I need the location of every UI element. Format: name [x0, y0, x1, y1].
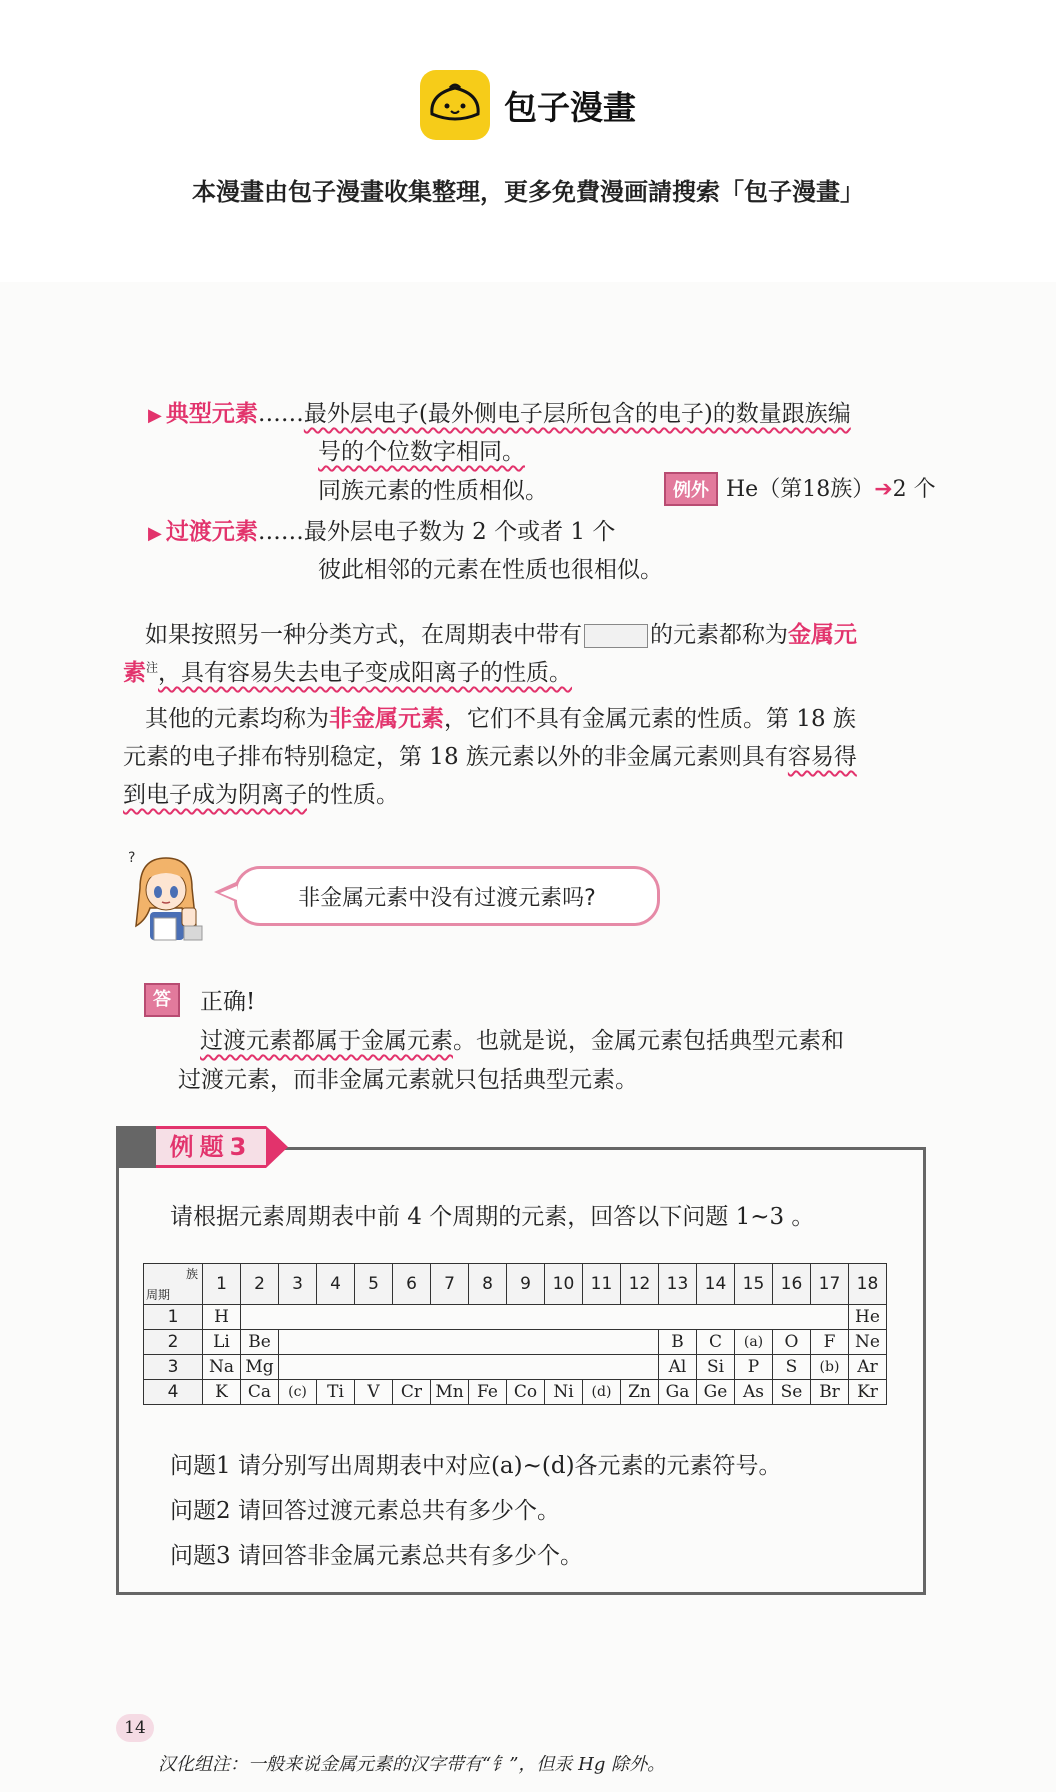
translation-note: 汉化组注：一般来说金属元素的汉字带有“钅”，但汞 Hg 除外。	[158, 1754, 666, 1775]
element-cell: Li	[203, 1330, 241, 1355]
element-cell: Mg	[241, 1355, 279, 1380]
element-cell: (b)	[811, 1355, 849, 1380]
group-header: 5	[355, 1264, 393, 1305]
group-header: 9	[507, 1264, 545, 1305]
periodic-table	[143, 1263, 887, 1405]
transition-line-2: 彼此相邻的元素在性质也很相似。	[318, 557, 663, 583]
typical-line-1	[148, 395, 851, 428]
group-header: 11	[583, 1264, 621, 1305]
transition-dots: ……	[257, 519, 304, 545]
question-3: 问题3 请回答非金属元素总共有多少个。	[170, 1543, 583, 1569]
empty-cell	[355, 1355, 393, 1380]
element-cell: S	[773, 1355, 811, 1380]
element-cell: F	[811, 1330, 849, 1355]
exception-text: He（第18族）	[726, 477, 875, 502]
typical-line-2	[318, 433, 525, 466]
para2-text-f: 的性质。	[307, 782, 399, 808]
triangle-bullet-icon: ▶	[148, 523, 162, 544]
table-corner	[144, 1264, 203, 1305]
table-row	[144, 1380, 887, 1405]
arrow-right-icon: ➔	[874, 477, 893, 502]
empty-cell	[659, 1305, 697, 1330]
element-cell: As	[735, 1380, 773, 1405]
corner-period-label: 周期	[146, 1288, 171, 1302]
site-header	[0, 0, 1056, 282]
element-cell: Cr	[393, 1380, 431, 1405]
empty-cell	[431, 1330, 469, 1355]
element-cell: H	[203, 1305, 241, 1330]
empty-cell	[393, 1330, 431, 1355]
metal-term: 金属元	[788, 622, 857, 648]
para2-line-3	[123, 776, 399, 809]
empty-cell	[355, 1305, 393, 1330]
bun-logo-icon	[420, 70, 490, 140]
answer-text-a: 过渡元素都属于金属元素	[200, 1028, 453, 1054]
empty-cell	[393, 1305, 431, 1330]
logo[interactable]	[420, 70, 636, 140]
para2-text-b: ，它们不具有金属元素的性质。第 18 族	[444, 706, 856, 732]
empty-cell	[811, 1305, 849, 1330]
empty-cell	[583, 1330, 621, 1355]
element-cell: P	[735, 1355, 773, 1380]
empty-cell	[621, 1330, 659, 1355]
group-header: 16	[773, 1264, 811, 1305]
answer-line-2: 过渡元素，而非金属元素就只包括典型元素。	[178, 1067, 638, 1093]
element-cell: He	[849, 1305, 887, 1330]
empty-cell	[393, 1355, 431, 1380]
transition-line-1	[148, 513, 615, 546]
element-cell: V	[355, 1380, 393, 1405]
empty-cell	[583, 1305, 621, 1330]
group-header: 17	[811, 1264, 849, 1305]
element-cell: Kr	[849, 1380, 887, 1405]
example-title: 例题3	[156, 1126, 266, 1168]
tagline: 本漫畫由包子漫畫收集整理，更多免費漫画請搜索「包子漫畫」	[192, 178, 864, 206]
typical-line-3: 同族元素的性质相似。	[318, 478, 548, 504]
empty-cell	[431, 1305, 469, 1330]
group-header: 14	[697, 1264, 735, 1305]
typical-term: 典型元素	[165, 401, 258, 427]
empty-cell	[279, 1355, 317, 1380]
group-header: 8	[469, 1264, 507, 1305]
element-cell: (a)	[735, 1330, 773, 1355]
table-row	[144, 1330, 887, 1355]
nonmetal-term: 非金属元素	[329, 706, 444, 732]
speech-bubble	[234, 866, 660, 926]
para2-line-2	[123, 738, 857, 771]
element-cell: Co	[507, 1380, 545, 1405]
table-header-row	[144, 1264, 887, 1305]
svg-text:?: ?	[128, 850, 136, 866]
answer-line-1	[200, 1022, 844, 1055]
period-label: 1	[144, 1305, 203, 1330]
empty-cell	[469, 1355, 507, 1380]
bubble-tail-inner	[220, 886, 237, 900]
example-tab-bar	[116, 1126, 156, 1168]
empty-cell	[241, 1305, 279, 1330]
empty-cell	[545, 1355, 583, 1380]
element-cell: Mn	[431, 1380, 469, 1405]
element-cell: Ar	[849, 1355, 887, 1380]
answer-text-b: 。也就是说，金属元素包括典型元素和	[453, 1028, 844, 1054]
para2-text-d: 容易得	[787, 744, 857, 770]
answer-correct: 正确!	[200, 989, 256, 1015]
table-row	[144, 1355, 887, 1380]
empty-cell	[317, 1355, 355, 1380]
table-row	[144, 1305, 887, 1330]
element-cell: Al	[659, 1355, 697, 1380]
empty-cell	[317, 1305, 355, 1330]
transition-term: 过渡元素	[165, 519, 258, 545]
empty-cell	[469, 1305, 507, 1330]
empty-cell	[583, 1355, 621, 1380]
transition-desc-1: 最外层电子数为 2 个或者 1 个	[303, 519, 616, 545]
element-cell: Na	[203, 1355, 241, 1380]
example-intro: 请根据元素周期表中前 4 个周期的元素，回答以下问题 1~3 。	[170, 1204, 815, 1230]
element-cell: Ti	[317, 1380, 355, 1405]
group-header: 7	[431, 1264, 469, 1305]
triangle-bullet-icon: ▶	[148, 405, 162, 426]
element-cell: Be	[241, 1330, 279, 1355]
element-cell: Ne	[849, 1330, 887, 1355]
empty-cell	[545, 1305, 583, 1330]
element-cell: Ni	[545, 1380, 583, 1405]
element-cell: Fe	[469, 1380, 507, 1405]
element-cell: Zn	[621, 1380, 659, 1405]
question-1: 问题1 请分别写出周期表中对应(a)~(d)各元素的元素符号。	[170, 1453, 782, 1479]
period-label: 4	[144, 1380, 203, 1405]
para2-text-e: 到电子成为阴离子	[123, 782, 307, 808]
group-header: 4	[317, 1264, 355, 1305]
element-cell: O	[773, 1330, 811, 1355]
group-header: 2	[241, 1264, 279, 1305]
para1-text-c: ，具有容易失去电子变成阳离子的性质。	[158, 660, 573, 686]
element-cell: Si	[697, 1355, 735, 1380]
element-cell: Ge	[697, 1380, 735, 1405]
exception-badge: 例外	[664, 472, 718, 506]
element-cell: Ga	[659, 1380, 697, 1405]
example-tab	[116, 1126, 296, 1168]
para1-line-1	[145, 616, 857, 649]
exception-result: 2 个	[892, 477, 936, 502]
empty-cell	[317, 1330, 355, 1355]
element-cell: K	[203, 1380, 241, 1405]
empty-cell	[545, 1330, 583, 1355]
empty-cell	[279, 1305, 317, 1330]
empty-cell	[507, 1305, 545, 1330]
para2-text-c: 元素的电子排布特别稳定，第 18 族元素以外的非金属元素则具有	[123, 744, 788, 770]
para2-line-1	[145, 700, 856, 733]
metal-term-end: 素	[123, 660, 146, 686]
group-header: 12	[621, 1264, 659, 1305]
shaded-box-icon	[584, 624, 648, 648]
typical-dots: ……	[257, 401, 304, 427]
group-header: 15	[735, 1264, 773, 1305]
group-header: 3	[279, 1264, 317, 1305]
logo-text: 包子漫畫	[504, 87, 636, 127]
empty-cell	[621, 1305, 659, 1330]
para1-text-b: 的元素都称为	[650, 622, 788, 648]
empty-cell	[621, 1355, 659, 1380]
group-header: 18	[849, 1264, 887, 1305]
para1-text-a: 如果按照另一种分类方式，在周期表中带有	[145, 622, 582, 648]
element-cell: Br	[811, 1380, 849, 1405]
page-number: 14	[116, 1714, 154, 1742]
element-cell: Ca	[241, 1380, 279, 1405]
element-cell: (c)	[279, 1380, 317, 1405]
empty-cell	[735, 1305, 773, 1330]
question-2: 问题2 请回答过渡元素总共有多少个。	[170, 1498, 560, 1524]
element-cell: (d)	[583, 1380, 621, 1405]
typical-desc-1: 最外层电子(最外侧电子层所包含的电子)的数量跟族编	[303, 401, 851, 427]
character-illustration	[124, 848, 210, 948]
empty-cell	[507, 1330, 545, 1355]
empty-cell	[469, 1330, 507, 1355]
answer-badge: 答	[144, 983, 180, 1017]
empty-cell	[279, 1330, 317, 1355]
group-header: 1	[203, 1264, 241, 1305]
para2-text-a: 其他的元素均称为	[145, 706, 329, 732]
example-tab-arrow	[266, 1126, 288, 1168]
empty-cell	[431, 1355, 469, 1380]
period-label: 3	[144, 1355, 203, 1380]
typical-desc-2: 号的个位数字相同。	[318, 439, 525, 465]
element-cell: B	[659, 1330, 697, 1355]
group-header: 13	[659, 1264, 697, 1305]
empty-cell	[507, 1355, 545, 1380]
empty-cell	[697, 1305, 735, 1330]
exception-note	[664, 472, 936, 506]
corner-group-label: 族	[185, 1267, 198, 1281]
group-header: 6	[393, 1264, 431, 1305]
bubble-question: 非金属元素中没有过渡元素吗?	[298, 886, 596, 911]
element-cell: Se	[773, 1380, 811, 1405]
empty-cell	[773, 1305, 811, 1330]
para1-line-2	[123, 654, 572, 687]
footnote-mark: 注	[146, 660, 159, 675]
period-label: 2	[144, 1330, 203, 1355]
empty-cell	[355, 1330, 393, 1355]
element-cell: C	[697, 1330, 735, 1355]
group-header: 10	[545, 1264, 583, 1305]
